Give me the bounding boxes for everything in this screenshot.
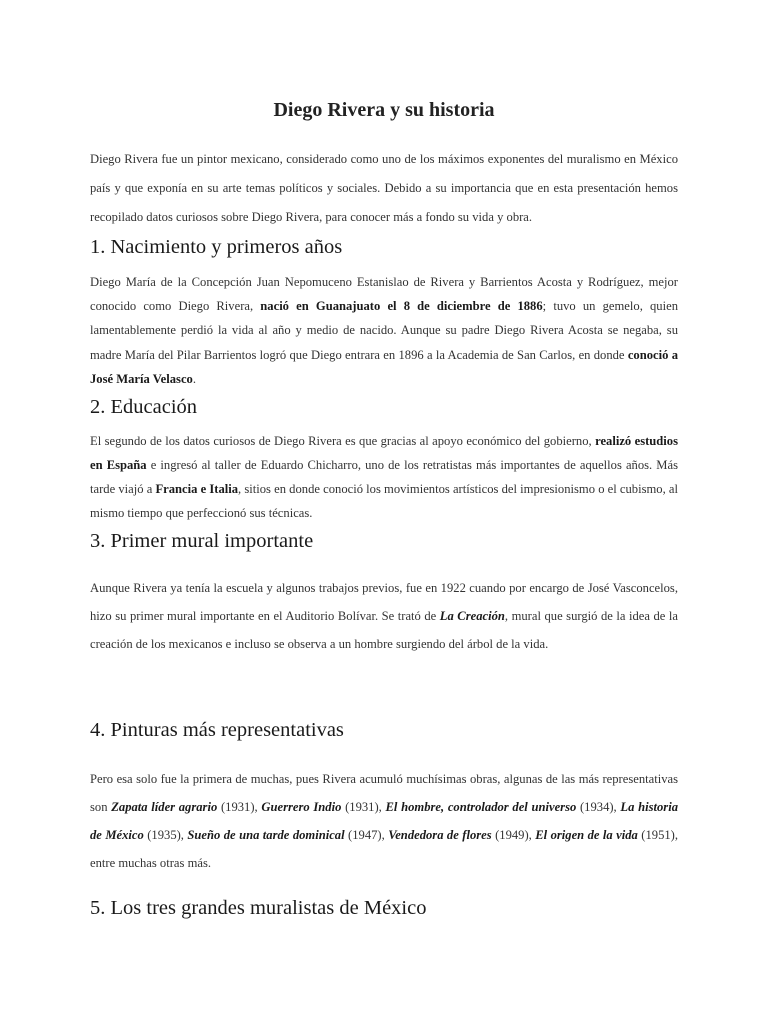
section-heading-muralists: 5. Los tres grandes muralistas de México xyxy=(90,897,427,919)
artwork-title: El origen de la vida xyxy=(535,828,638,842)
artwork-year: (1935), xyxy=(143,828,188,842)
artwork-year: (1949), xyxy=(491,828,536,842)
section-paragraph-birth xyxy=(90,270,678,391)
bold-text: conoció a José María Velasco xyxy=(90,347,678,386)
section-heading-first-mural: 3. Primer mural importante xyxy=(90,530,314,552)
bold-text: realizó estudios en España xyxy=(90,434,678,472)
bold-text: nació en Guanajuato el 8 de diciembre de 1886 xyxy=(260,299,543,314)
text-run: . xyxy=(192,371,196,386)
section-heading-paintings: 4. Pinturas más representativas xyxy=(90,719,344,741)
text-run: , sitios en donde conoció los movimientos artísticos del impresionismo o el cubismo, al mismo tiempo que perfeccionó sus técnicas. xyxy=(90,482,678,520)
artwork-title: El hombre, controlador del universo xyxy=(385,800,577,814)
text-run: El segundo de los datos curiosos de Diego Rivera es que gracias al apoyo económico del gobierno, xyxy=(90,434,596,448)
section-paragraph-education xyxy=(90,429,678,525)
section-paragraph-first-mural xyxy=(90,574,678,658)
text-run: e ingresó al taller de Eduardo Chicharro, uno de los retratistas más importantes de aquellos años. Más tarde viajó a xyxy=(90,458,678,496)
artwork-year: (1931), xyxy=(217,800,262,814)
text-run: Diego María de la Concepción Juan Nepomuceno Estanislao de Rivera y Barrientos Acosta y Rodríguez, mejor conocido como Diego Rivera, xyxy=(90,275,678,314)
artwork-year: (1934), xyxy=(576,800,621,814)
artwork-title: Guerrero Indio xyxy=(261,800,342,814)
artwork-year: (1947), xyxy=(344,828,389,842)
intro-paragraph: Diego Rivera fue un pintor mexicano, considerado como uno de los máximos exponentes del muralismo en México país y que exponía en su arte temas políticos y sociales. Debido a su importancia que en esta presentación hemos recopilado datos curiosos sobre Diego Rivera, para conocer más a fondo su vida y obra. xyxy=(90,152,678,224)
document-title: Diego Rivera y su historia xyxy=(273,99,495,121)
section-paragraph-paintings xyxy=(90,765,678,877)
bold-italic-title: La Creación xyxy=(439,609,505,623)
section-heading-education: 2. Educación xyxy=(90,396,198,418)
text-run: , mural que surgió de la idea de la creación de los mexicanos e incluso se observa a un hombre surgiendo del árbol de la vida. xyxy=(90,609,679,651)
text-run: Aunque Rivera ya tenía la escuela y algunos trabajos previos, fue en 1922 cuando por encargo de José Vasconcelos, hizo su primer mural importante en el Auditorio Bolívar. Se trató de xyxy=(90,581,678,623)
artwork-year: (1931), xyxy=(341,800,386,814)
artwork-title: Zapata líder agrario xyxy=(111,800,218,814)
text-run: Pero esa solo fue la primera de muchas, pues Rivera acumuló muchísimas obras, algunas de las más representativas son xyxy=(90,772,678,814)
artwork-title: Vendedora de flores xyxy=(388,828,492,842)
text-run: ; tuvo un gemelo, quien lamentablemente perdió la vida al año y medio de nacido. Aunque su padre Diego Rivera Acosta se negaba, su madre María del Pilar Barrientos logró que Diego entrara en 1896 a la Academia de San Carlos, en donde xyxy=(90,299,678,362)
section-heading-birth: 1. Nacimiento y primeros años xyxy=(90,236,343,258)
bold-text: Francia e Italia xyxy=(155,482,239,496)
artwork-title: La historia de México xyxy=(90,800,678,842)
artwork-year: (1951), entre muchas otras más. xyxy=(90,828,679,870)
artwork-title: Sueño de una tarde dominical xyxy=(187,828,345,842)
